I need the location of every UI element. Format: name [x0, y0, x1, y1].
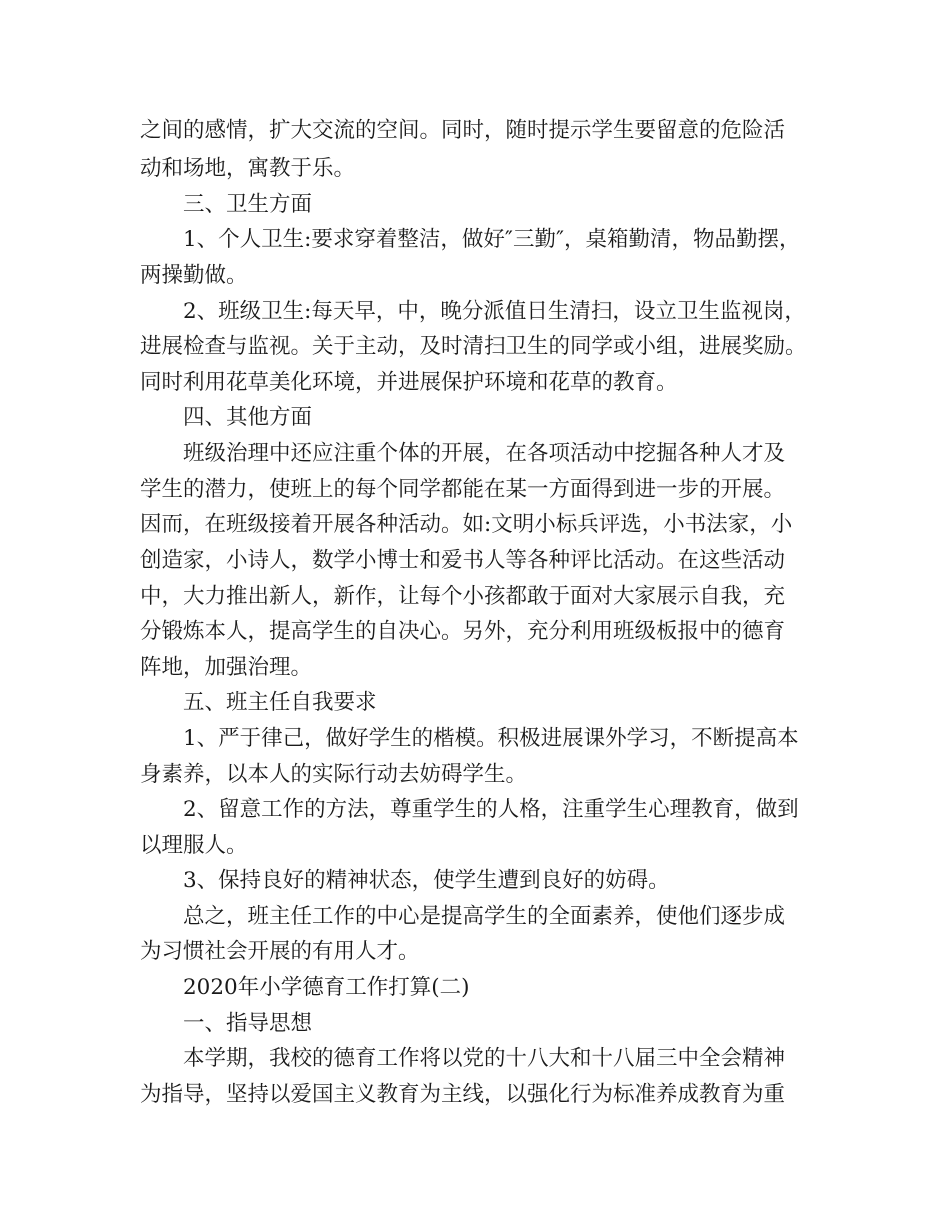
- section-heading: 一、指导思想: [183, 1011, 313, 1036]
- text-line: 班级治理中还应注重个体的开展，在各项活动中挖掘各种人才及: [183, 441, 786, 466]
- text-line: 学生的潜力，使班上的每个同学都能在某一方面得到进一步的开展。: [140, 477, 786, 502]
- section-heading: 三、卫生方面: [183, 192, 313, 217]
- section-heading: 五、班主任自我要求: [183, 690, 377, 715]
- text-line: 因而，在班级接着开展各种活动。如:文明小标兵评选，小书法家，小: [140, 512, 793, 537]
- text-line: 中，大力推出新人，新作，让每个小孩都敢于面对大家展示自我，充: [140, 584, 786, 609]
- text-line: 分锻炼本人，提高学生的自决心。另外，充分利用班级板报中的德育: [140, 619, 786, 644]
- text-line: 为习惯社会开展的有用人才。: [140, 939, 420, 964]
- text-line: 创造家，小诗人，数学小博士和爱书人等各种评比活动。在这些活动: [140, 548, 786, 573]
- text-line: 本学期，我校的德育工作将以党的十八大和十八届三中全会精神: [183, 1046, 786, 1071]
- text-line: 动和场地，寓教于乐。: [140, 156, 356, 181]
- text-line: 同时利用花草美化环境，并进展保护环境和花草的教育。: [140, 370, 678, 395]
- text-line: 以理服人。: [140, 833, 248, 858]
- section-heading: 四、其他方面: [183, 405, 313, 430]
- text-line: 2、留意工作的方法，尊重学生的人格，注重学生心理教育，做到: [183, 797, 799, 822]
- text-line: 3、保持良好的精神状态，使学生遭到良好的妨碍。: [183, 868, 670, 893]
- text-line: 1、严于律己，做好学生的楷模。积极进展课外学习，不断提高本: [183, 726, 799, 751]
- text-line: 1、个人卫生:要求穿着整洁，做好″三勤″，桌箱勤清，物品勤摆，: [183, 227, 801, 252]
- document-subtitle: 2020年小学德育工作打算(二): [183, 975, 470, 1000]
- text-line: 身素养，以本人的实际行动去妨碍学生。: [140, 762, 528, 787]
- text-line: 进展检查与监视。关于主动，及时清扫卫生的同学或小组，进展奖励。: [140, 334, 807, 359]
- text-line: 阵地，加强治理。: [140, 655, 313, 680]
- text-line: 为指导，坚持以爱国主义教育为主线，以强化行为标准养成教育为重: [140, 1082, 786, 1107]
- text-line: 总之，班主任工作的中心是提高学生的全面素养，使他们逐步成: [183, 904, 786, 929]
- text-line: 之间的感情，扩大交流的空间。同时，随时提示学生要留意的危险活: [140, 118, 786, 143]
- text-line: 2、班级卫生:每天早，中，晚分派值日生清扫，设立卫生监视岗，: [183, 299, 806, 324]
- text-line: 两操勤做。: [140, 263, 248, 288]
